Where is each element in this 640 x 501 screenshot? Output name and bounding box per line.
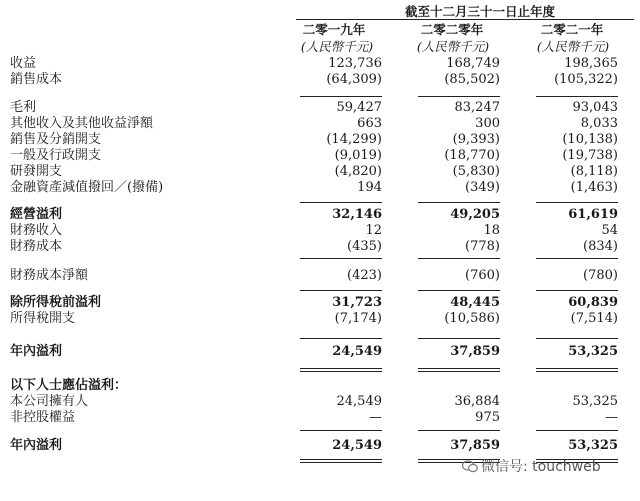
row-value-2: 37,859 — [450, 438, 500, 453]
row-value-3: 53,325 — [568, 344, 618, 359]
unit-header-2021: (人民幣千元) — [536, 39, 610, 54]
row-label: 毛利 — [10, 100, 37, 115]
subtotal-line-11 — [418, 290, 500, 291]
row-value-1: — — [369, 410, 382, 425]
row-value-1: 32,146 — [332, 207, 382, 222]
row-label: 非控股權益 — [10, 410, 76, 425]
row-label: 研發開支 — [10, 164, 63, 179]
total-double-line-1b — [300, 371, 382, 372]
row-value-1: 12 — [365, 223, 382, 238]
year-header-2020: 二零二零年 — [420, 22, 484, 37]
year-header-2021: 二零二一年 — [540, 22, 604, 37]
subtotal-line-9 — [536, 258, 618, 259]
row-value-1: (14,299) — [326, 132, 382, 147]
subtotal-line-2 — [418, 96, 500, 97]
row-value-2: (10,586) — [444, 311, 500, 326]
row-value-3: (10,138) — [562, 132, 618, 147]
row-value-3: (1,463) — [570, 180, 618, 195]
row-label: 收益 — [10, 56, 37, 71]
row-value-3: 60,839 — [568, 295, 618, 310]
year-header-2019: 二零一九年 — [302, 22, 366, 37]
row-value-1: 59,427 — [336, 100, 382, 115]
total-double-line-1a — [300, 368, 382, 369]
row-label: 其他收入及其他收益淨額 — [10, 116, 154, 131]
row-value-1: (4,820) — [334, 164, 382, 179]
row-value-3: 198,365 — [564, 56, 618, 71]
subtotal-line-13 — [300, 338, 382, 339]
total-double-line-2b — [418, 371, 500, 372]
row-value-2: 48,445 — [450, 295, 500, 310]
row-value-3: (8,118) — [570, 164, 618, 179]
subtotal-line-6 — [536, 202, 618, 203]
row-value-3: (780) — [583, 268, 618, 283]
row-label: 本公司擁有人 — [10, 394, 89, 409]
row-value-2: (760) — [465, 268, 500, 283]
row-value-1: 663 — [357, 116, 382, 131]
row-label: 除所得稅前溢利 — [10, 295, 102, 310]
row-value-1: 31,723 — [332, 295, 382, 310]
row-value-3: (7,514) — [570, 311, 618, 326]
row-label: 金融資產減值撥回／(撥備) — [10, 180, 164, 195]
subtotal-line-8 — [418, 258, 500, 259]
row-value-2: (9,393) — [452, 132, 500, 147]
row-value-2: (5,830) — [452, 164, 500, 179]
row-value-1: (435) — [347, 239, 382, 254]
row-label: 年內溢利 — [10, 438, 63, 453]
subtotal-line-12 — [536, 290, 618, 291]
row-value-1: 123,736 — [328, 56, 382, 71]
row-label: 年內溢利 — [10, 344, 63, 359]
row-value-2: 300 — [475, 116, 500, 131]
row-label: 經營溢利 — [10, 207, 63, 222]
row-value-2: 83,247 — [454, 100, 500, 115]
row-value-2: 37,859 — [450, 344, 500, 359]
row-value-1: 24,549 — [332, 344, 382, 359]
subtotal-line-17 — [418, 430, 500, 431]
subtotal-line-10 — [300, 290, 382, 291]
final-double-line-1a — [300, 459, 382, 460]
final-double-line-1b — [300, 462, 382, 463]
row-value-3: (834) — [583, 239, 618, 254]
total-double-line-3b — [536, 371, 618, 372]
total-double-line-3a — [536, 368, 618, 369]
row-label: 一般及行政開支 — [10, 148, 102, 163]
row-label: 銷售成本 — [10, 72, 63, 87]
unit-header-2020: (人民幣千元) — [416, 39, 490, 54]
row-value-3: (19,738) — [562, 148, 618, 163]
watermark-text: 微信号: touchweb — [481, 459, 601, 475]
row-value-2: (778) — [465, 239, 500, 254]
row-value-1: (9,019) — [334, 148, 382, 163]
row-value-3: (105,322) — [554, 72, 618, 87]
row-value-3: 61,619 — [568, 207, 618, 222]
subtotal-line-15 — [536, 338, 618, 339]
row-label: 以下人士應佔溢利： — [10, 378, 128, 393]
row-label: 所得稅開支 — [10, 311, 76, 326]
row-value-1: 24,549 — [336, 394, 382, 409]
row-value-3: 53,325 — [568, 438, 618, 453]
unit-header-2019: (人民幣千元) — [300, 39, 374, 54]
period-header: 截至十二月三十一日止年度 — [404, 4, 555, 19]
subtotal-line-4 — [300, 202, 382, 203]
row-value-3: 53,325 — [572, 394, 618, 409]
row-value-3: — — [605, 410, 618, 425]
row-value-2: 975 — [475, 410, 500, 425]
row-label: 財務收入 — [10, 223, 63, 238]
subtotal-line-18 — [536, 430, 618, 431]
row-value-1: 24,549 — [332, 438, 382, 453]
row-value-2: (349) — [465, 180, 500, 195]
row-value-2: 36,884 — [454, 394, 500, 409]
subtotal-line-7 — [300, 258, 382, 259]
row-value-1: (423) — [347, 268, 382, 283]
row-value-1: (64,309) — [326, 72, 382, 87]
row-label: 銷售及分銷開支 — [10, 132, 102, 147]
row-value-3: 54 — [601, 223, 618, 238]
row-value-1: (7,174) — [334, 311, 382, 326]
wechat-icon — [462, 460, 478, 473]
subtotal-line-5 — [418, 202, 500, 203]
row-label: 財務成本淨額 — [10, 268, 89, 283]
total-double-line-2a — [418, 368, 500, 369]
subtotal-line-1 — [300, 96, 382, 97]
watermark — [462, 456, 601, 476]
subtotal-line-3 — [536, 96, 618, 97]
row-value-3: 93,043 — [572, 100, 618, 115]
row-value-2: (85,502) — [444, 72, 500, 87]
row-label: 財務成本 — [10, 239, 63, 254]
row-value-2: 18 — [483, 223, 500, 238]
row-value-3: 8,033 — [580, 116, 618, 131]
subtotal-line-14 — [418, 338, 500, 339]
row-value-2: 49,205 — [450, 207, 500, 222]
subtotal-line-16 — [300, 430, 382, 431]
row-value-2: 168,749 — [446, 56, 500, 71]
row-value-1: 194 — [357, 180, 382, 195]
row-value-2: (18,770) — [444, 148, 500, 163]
